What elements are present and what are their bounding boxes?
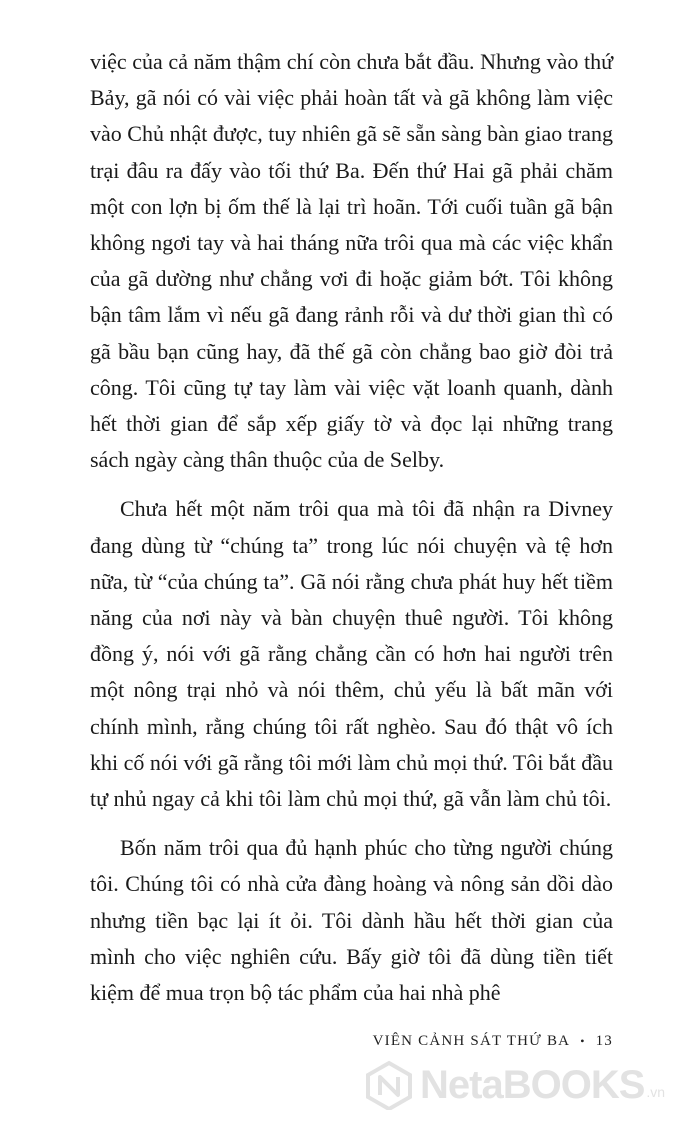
footer-separator: • bbox=[580, 1034, 586, 1049]
running-footer bbox=[0, 1033, 613, 1050]
watermark-suffix: .vn bbox=[646, 1084, 666, 1100]
watermark-text: NetaBOOKS bbox=[420, 1062, 645, 1107]
paragraph-3: Bốn năm trôi qua đủ hạnh phúc cho từng người chúng tôi. Chúng tôi có nhà cửa đàng hoàng và nông sản dồi dào nhưng tiền bạc lại ít ỏi. Tôi dành hầu hết thời gian của mình cho việc nghiên cứu. Bấy giờ tôi đã dùng tiền tiết kiệm để mua trọn bộ tác phẩm của hai nhà phê bbox=[90, 835, 613, 1006]
netabooks-logo-icon bbox=[364, 1060, 414, 1110]
book-title: VIÊN CẢNH SÁT THỨ BA bbox=[372, 1033, 571, 1049]
paragraph-1: việc của cả năm thậm chí còn chưa bắt đầu. Nhưng vào thứ Bảy, gã nói có vài việc phải hoàn tất và gã không làm việc vào Chủ nhật được, tuy nhiên gã sẽ sẵn sàng bàn giao trang trại đâu ra đấy vào tối thứ Ba. Đến thứ Hai gã phải chăm một con lợn bị ốm thế là lại trì hoãn. Tới cuối tuần gã bận không ngơi tay và hai tháng nữa trôi qua mà các việc khẩn của gã dường như chẳng vơi đi hoặc giảm bớt. Tôi không bận tâm lắm vì nếu gã đang rảnh rỗi và dư thời gian thì có gã bầu bạn cũng hay, đã thế gã còn chẳng bao giờ đòi trả công. Tôi cũng tự tay làm vài việc vặt loanh quanh, dành hết thời gian để sắp xếp giấy tờ và đọc lại những trang sách ngày càng thân thuộc của de Selby. bbox=[90, 49, 613, 473]
paragraph-2: Chưa hết một năm trôi qua mà tôi đã nhận ra Divney đang dùng từ “chúng ta” trong lúc nói chuyện và tệ hơn nữa, từ “của chúng ta”. Gã nói rằng chưa phát huy hết tiềm năng của nơi này và bàn chuyện thuê người. Tôi không đồng ý, nói với gã rằng chẳng cần có hơn hai người trên một nông trại nhỏ và nói thêm, chủ yếu là bất mãn với chính mình, rằng chúng tôi rất nghèo. Sau đó thật vô ích khi cố nói với gã rằng tôi mới làm chủ mọi thứ. Tôi bắt đầu tự nhủ ngay cả khi tôi làm chủ mọi thứ, gã vẫn làm chủ tôi. bbox=[90, 496, 613, 812]
page-number: 13 bbox=[595, 1033, 613, 1049]
page-body bbox=[90, 44, 613, 1024]
watermark bbox=[364, 1060, 665, 1110]
